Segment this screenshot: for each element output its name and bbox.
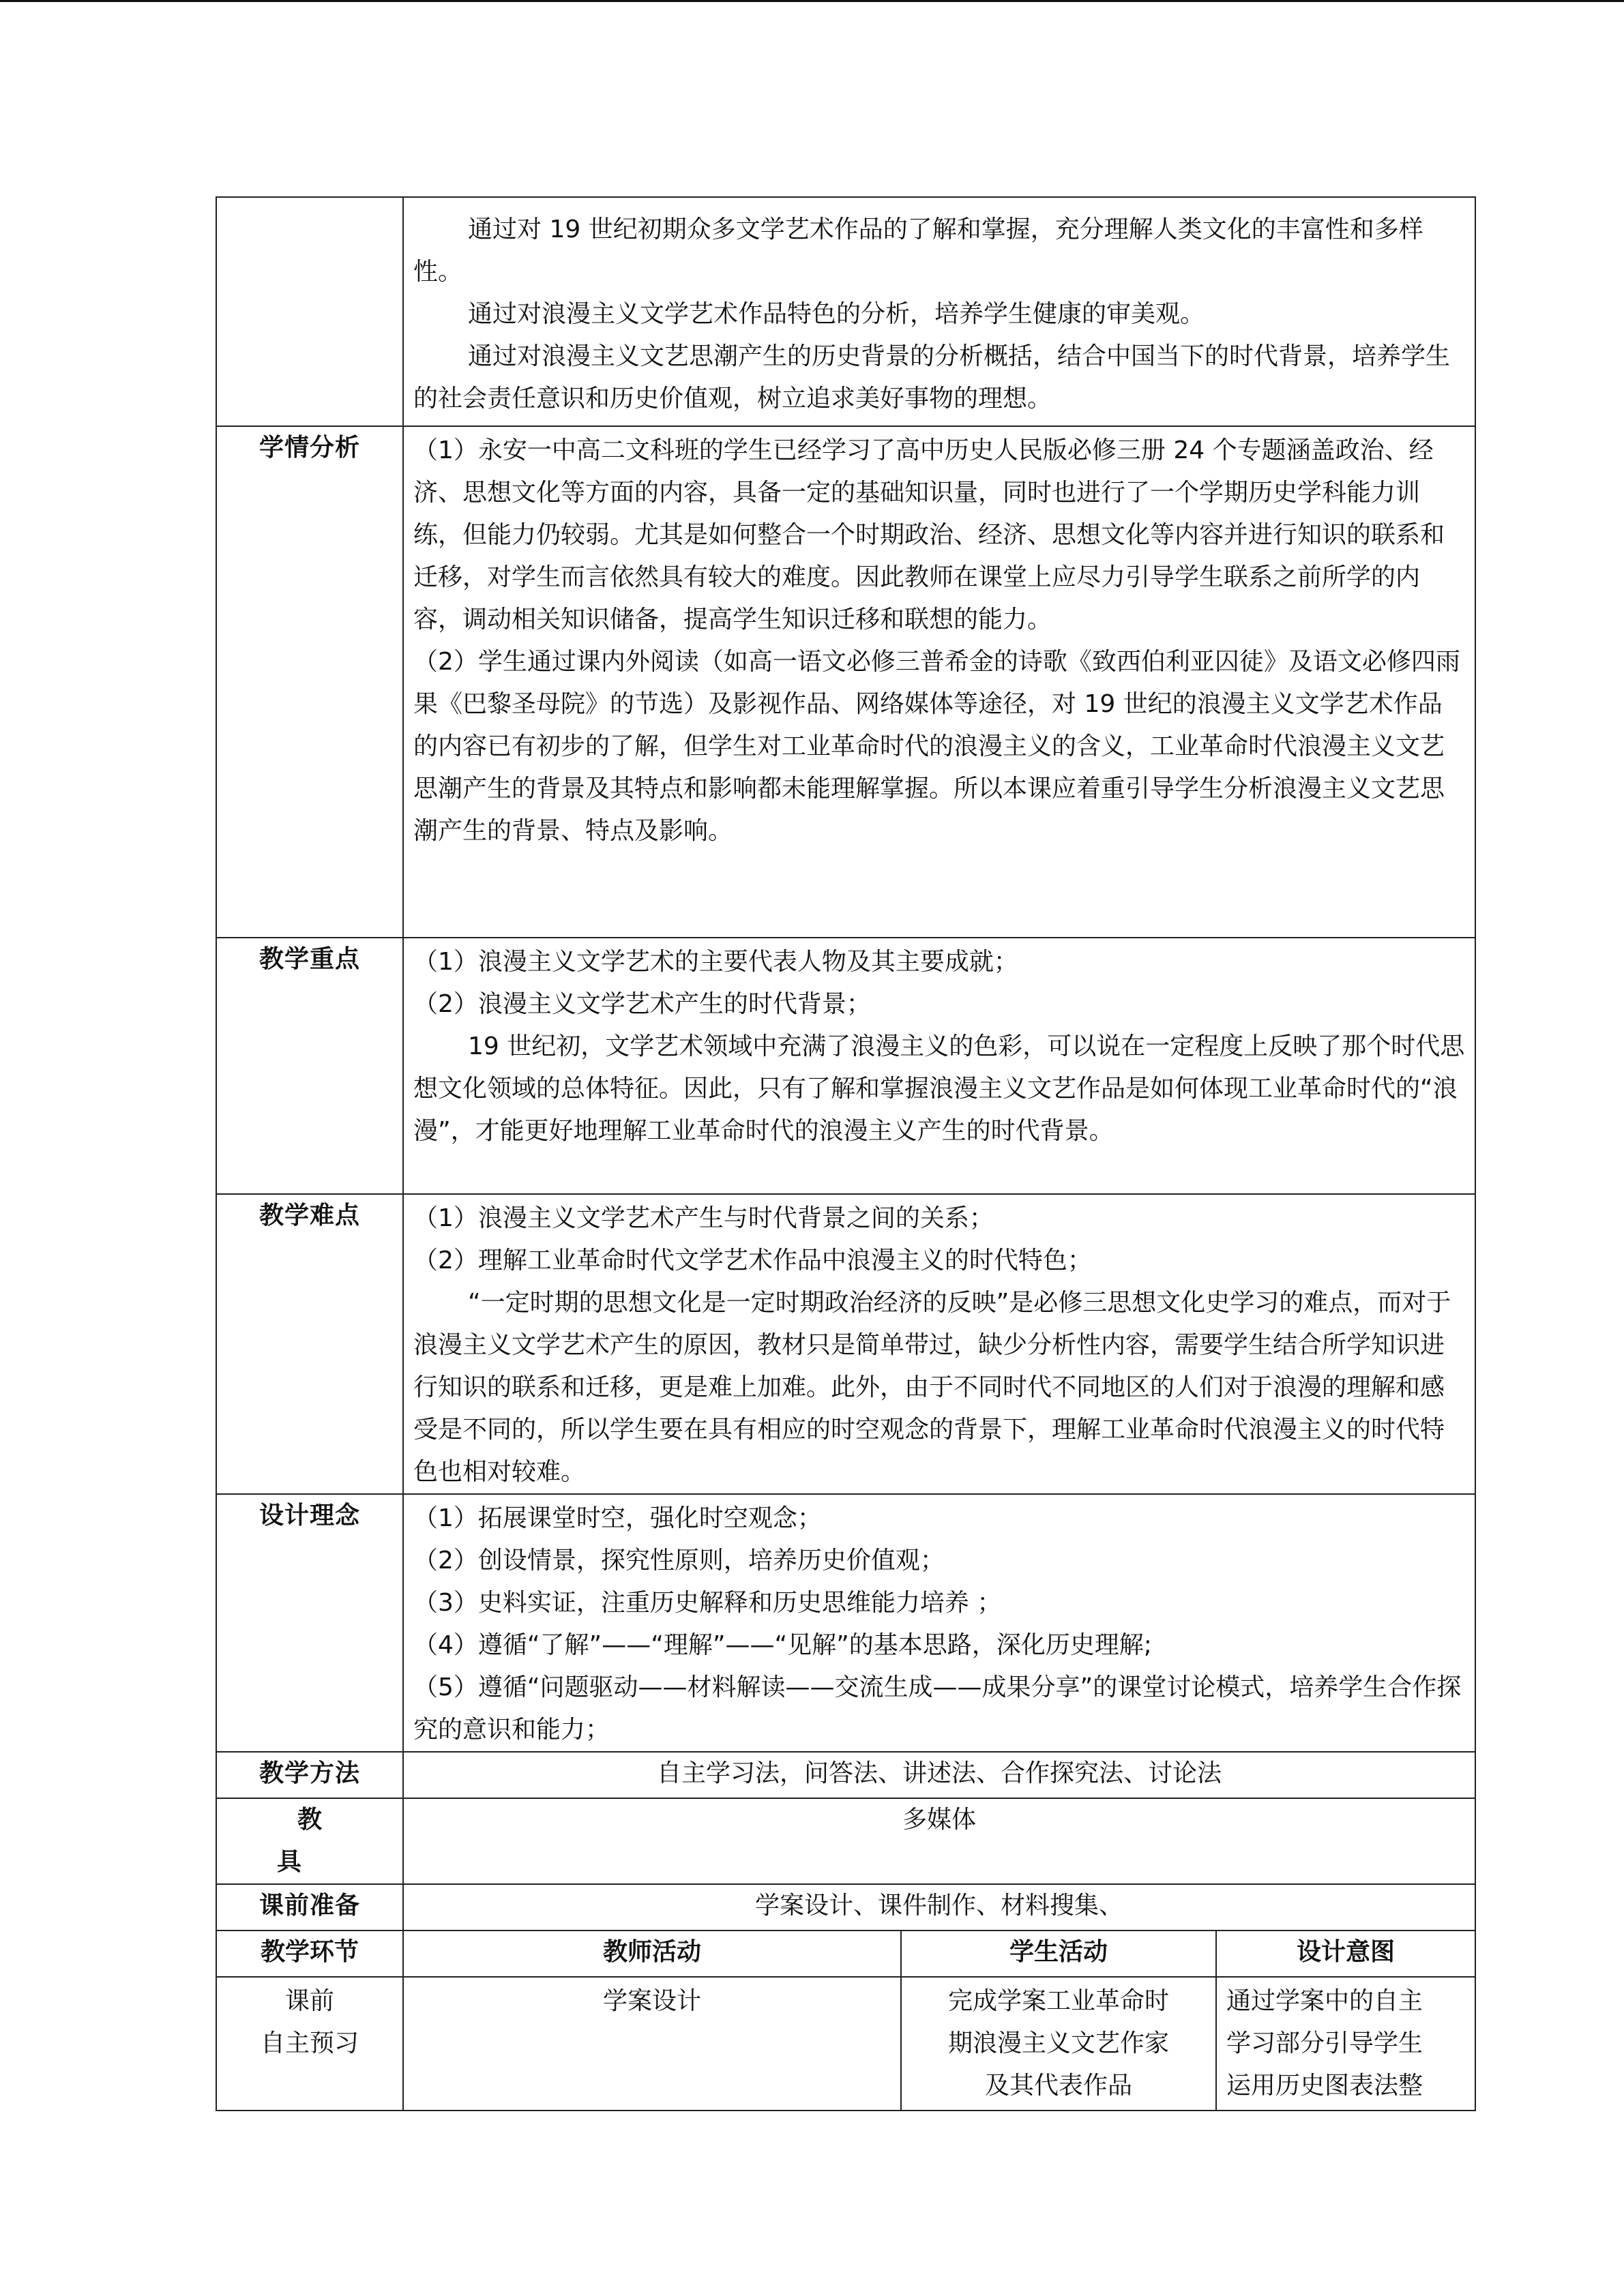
process-header-row: [216, 1930, 1475, 1977]
prep-label: 课前准备: [216, 1884, 403, 1930]
process-stage-line: 课前: [284, 1987, 334, 2015]
tools-value: 多媒体: [403, 1798, 1475, 1884]
design-content: [403, 1494, 1475, 1752]
objective-text: 通过对 19 世纪初期众多文学艺术作品的了解和掌握，充分理解人类文化的丰富性和多样性。: [413, 215, 1423, 286]
design-item: （2）创设情景，探究性原则，培养历史价值观；: [413, 1547, 945, 1575]
process-header-intent: 设计意图: [1216, 1930, 1475, 1977]
key-point-item: （1）浪漫主义文学艺术的主要代表人物及其主要成就；: [413, 948, 1018, 976]
process-student-cell: [901, 1977, 1216, 2111]
analysis-row: [216, 426, 1475, 938]
methods-label: 教学方法: [216, 1752, 403, 1798]
process-intent-line: 学习部分引导学生: [1226, 2029, 1423, 2057]
key-point-note: 19 世纪初，文学艺术领域中充满了浪漫主义的色彩，可以说在一定程度上反映了那个时代思想文化领域的总体特征。因此，只有了解和掌握浪漫主义文艺作品是如何体现工业革命时代的“浪漫”，才能更好地理解工业革命时代的浪漫主义产生的时代背景。: [413, 1032, 1465, 1145]
process-intent-line: 运用历史图表法整: [1226, 2072, 1423, 2100]
page-top-border: [0, 0, 1624, 2]
objective-text: 通过对浪漫主义文艺思潮产生的历史背景的分析概括，结合中国当下的时代背景，培养学生的社会责任意识和历史价值观，树立追求美好事物的理想。: [413, 342, 1451, 413]
difficulty-item: （1）浪漫主义文学艺术产生与时代背景之间的关系；: [413, 1204, 994, 1232]
prep-value: 学案设计、课件制作、材料搜集、: [403, 1884, 1475, 1930]
key-point-item: （2）浪漫主义文学艺术产生的时代背景；: [413, 990, 871, 1018]
analysis-item: （2）学生通过课内外阅读（如高一语文必修三普希金的诗歌《致西伯利亚囚徒》及语文必修四雨果《巴黎圣母院》的节选）及影视作品、网络媒体等途径，对 19 世纪的浪漫主义文学艺术作品的内容已有初步的了解，但学生对工业革命时代的浪漫主义的含义，工业革命时代浪漫主义文艺思潮产生的背景及其特点和影响都未能理解掌握。所以本课应着重引导学生分析浪漫主义文艺思潮产生的背景、特点及影响。: [413, 648, 1460, 845]
tools-label: 教具: [276, 1806, 363, 1876]
process-header-student: 学生活动: [901, 1930, 1216, 1977]
difficulty-item: （2）理解工业革命时代文学艺术作品中浪漫主义的时代特色；: [413, 1247, 1092, 1274]
process-teacher-text: 学案设计: [602, 1987, 701, 2015]
process-stage-line: 自主预习: [260, 2029, 359, 2057]
analysis-item: （1）永安一中高二文科班的学生已经学习了高中历史人民版必修三册 24 个专题涵盖政治、经济、思想文化等方面的内容，具备一定的基础知识量，同时也进行了一个学期历史学科能力训练，但能力仍较弱。尤其是如何整合一个时期政治、经济、思想文化等内容并进行知识的联系和迁移，对学生而言依然具有较大的难度。因此教师在课堂上应尽力引导学生联系之前所学的内容，调动相关知识储备，提高学生知识迁移和联想的能力。: [413, 436, 1445, 633]
difficulties-content: [403, 1194, 1475, 1494]
objectives-content: [403, 197, 1475, 426]
analysis-label: 学情分析: [216, 426, 403, 938]
process-stage-cell: [216, 1977, 403, 2111]
objectives-label-cell: [216, 197, 403, 426]
objective-text: 通过对浪漫主义文学艺术作品特色的分析，培养学生健康的审美观。: [468, 300, 1205, 328]
lesson-plan-table: [216, 196, 1476, 2111]
analysis-content: [403, 426, 1475, 938]
prep-row: [216, 1884, 1475, 1930]
design-item: （5）遵循“问题驱动——材料解读——交流生成——成果分享”的课堂讨论模式，培养学生合作探究的意识和能力；: [413, 1673, 1462, 1744]
design-row: [216, 1494, 1475, 1752]
difficulties-label: 教学难点: [216, 1194, 403, 1494]
key-points-label: 教学重点: [216, 938, 403, 1194]
methods-row: [216, 1752, 1475, 1798]
process-header-stage: 教学环节: [216, 1930, 403, 1977]
process-intent-line: 通过学案中的自主: [1226, 1987, 1423, 2015]
tools-row: [216, 1798, 1475, 1884]
process-row: [216, 1977, 1475, 2111]
process-student-line: 期浪漫主义文艺作家: [947, 2029, 1169, 2057]
design-item: （3）史料实证，注重历史解释和历史思维能力培养 ；: [413, 1589, 1002, 1617]
key-points-content: [403, 938, 1475, 1194]
process-student-line: 完成学案工业革命时: [947, 1987, 1169, 2015]
design-item: （4）遵循“了解”——“理解”——“见解”的基本思路，深化历史理解;: [413, 1631, 1152, 1659]
design-label: 设计理念: [216, 1494, 403, 1752]
tools-label-cell: [216, 1798, 403, 1884]
design-item: （1）拓展课堂时空，强化时空观念；: [413, 1504, 822, 1532]
process-header-teacher: 教师活动: [403, 1930, 901, 1977]
difficulty-note: “一定时期的思想文化是一定时期政治经济的反映”是必修三思想文化史学习的难点，而对于浪漫主义文学艺术产生的原因，教材只是简单带过，缺少分析性内容，需要学生结合所学知识进行知识的联系和迁移，更是难上加难。此外，由于不同时代不同地区的人们对于浪漫的理解和感受是不同的，所以学生要在具有相应的时空观念的背景下，理解工业革命时代浪漫主义的时代特色也相对较难。: [413, 1289, 1451, 1486]
objectives-row: [216, 197, 1475, 426]
process-student-line: 及其代表作品: [984, 2072, 1132, 2100]
process-intent-cell: [1216, 1977, 1475, 2111]
key-points-row: [216, 938, 1475, 1194]
difficulties-row: [216, 1194, 1475, 1494]
methods-value: 自主学习法，问答法、讲述法、合作探究法、讨论法: [403, 1752, 1475, 1798]
process-teacher-cell: [403, 1977, 901, 2111]
